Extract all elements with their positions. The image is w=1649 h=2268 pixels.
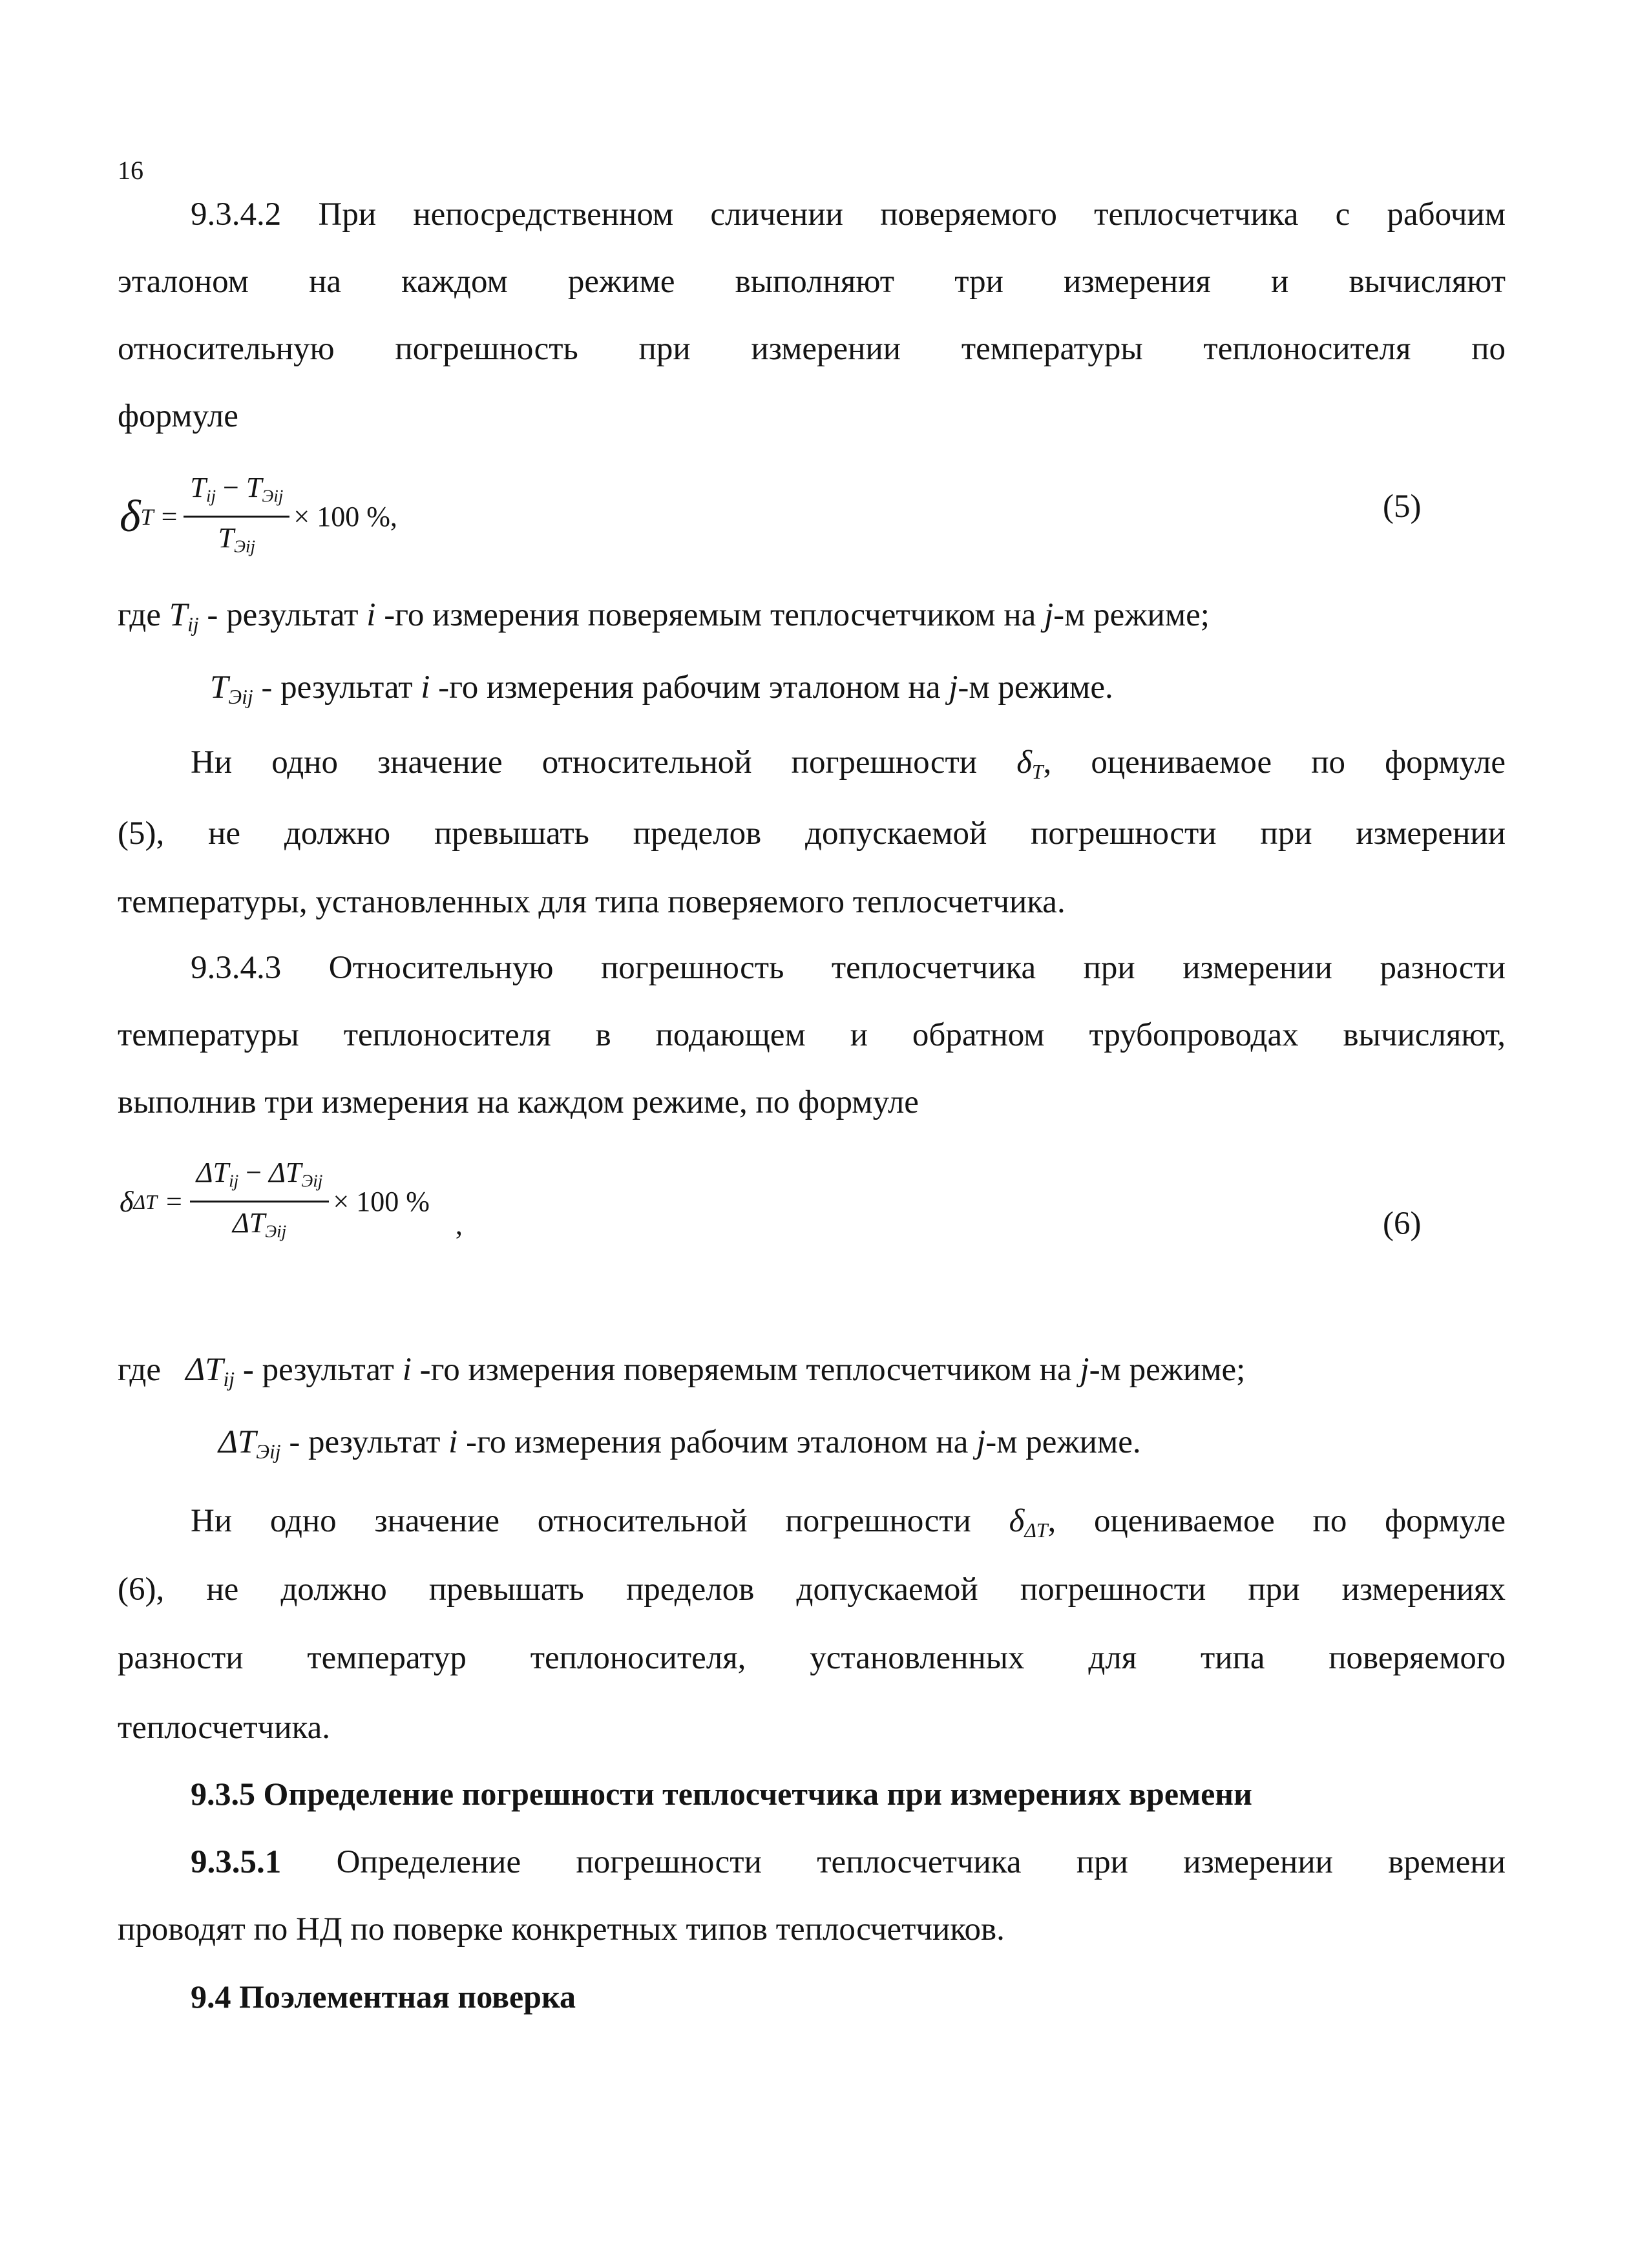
formula-equals: = <box>165 1186 182 1217</box>
fraction-numerator: $T_{ij} - T_{Эij}$ <box>184 470 289 518</box>
formula-subscript: ΔT <box>133 1190 157 1213</box>
paragraph-line: 9.3.4.3 Относительную погрешность теплосчетчика при измерении разности <box>191 950 1506 986</box>
formula-explanation: $T_{Эij}$ - результат i -го измерения рабочим эталоном на j-м режиме. <box>210 669 1113 708</box>
paragraph-line: проводят по НД по поверке конкретных типов теплосчетчиков. <box>118 1911 1005 1948</box>
formula-6 <box>120 1144 463 1260</box>
formula-explanation: $\Delta T_{Эij}$ - результат i -го измерения рабочим эталоном на j-м режиме. <box>218 1424 1141 1463</box>
formula-fraction <box>190 1155 330 1249</box>
formula-5 <box>120 452 397 582</box>
page-number: 16 <box>118 156 143 185</box>
fraction-numerator: $\Delta T_{ij} - \Delta T_{Эij}$ <box>190 1155 330 1202</box>
fraction-denominator: $\Delta T_{Эij}$ <box>232 1206 287 1241</box>
formula-factor: × 100 %, <box>293 501 397 532</box>
paragraph-line: выполнив три измерения на каждом режиме, по формуле <box>118 1084 919 1120</box>
paragraph-line: разности температур теплоносителя, установленных для типа поверяемого <box>118 1640 1506 1676</box>
formula-explanation: где $T_{ij}$ - результат i -го измерения поверяемым теплосчетчиком на j-м режиме; <box>118 597 1210 636</box>
paragraph-line: Ни одно значение относительной погрешности $\delta_T$, оцениваемое по формуле <box>191 744 1506 783</box>
section-heading: 9.3.5 Определение погрешности теплосчетчика при измерениях времени <box>191 1776 1252 1812</box>
paragraph-line: 9.3.5.1 Определение погрешности теплосчетчика при измерении времени <box>191 1844 1506 1880</box>
formula-fraction <box>184 470 289 564</box>
formula-comma: , <box>455 1209 463 1241</box>
paragraph-line: температуры теплоносителя в подающем и обратном трубопроводах вычисляют, <box>118 1017 1506 1053</box>
equation-number: (5) <box>1383 488 1422 525</box>
paragraph-line: Ни одно значение относительной погрешности $\delta_{\Delta T}$, оцениваемое по формуле <box>191 1503 1506 1542</box>
formula-factor: × 100 % <box>333 1186 430 1217</box>
paragraph-line: эталоном на каждом режиме выполняют три измерения и вычисляют <box>118 264 1506 300</box>
equation-number: (6) <box>1383 1206 1422 1242</box>
fraction-denominator: $T_{Эij}$ <box>218 521 256 556</box>
paragraph-line: 9.3.4.2 При непосредственном сличении поверяемого теплосчетчика с рабочим <box>191 196 1506 233</box>
section-heading: 9.4 Поэлементная поверка <box>191 1979 576 2015</box>
paragraph-line: (6), не должно превышать пределов допускаемой погрешности при измерениях <box>118 1571 1506 1608</box>
paragraph-line: температуры, установленных для типа поверяемого теплосчетчика. <box>118 884 1066 920</box>
formula-subscript: T <box>140 504 154 530</box>
formula-explanation: где $\Delta T_{ij}$ - результат i -го измерения поверяемым теплосчетчиком на j-м режиме; <box>118 1352 1246 1391</box>
paragraph-line: (5), не должно превышать пределов допускаемой погрешности при измерении <box>118 815 1506 852</box>
paragraph-line: относительную погрешность при измерении температуры теплоносителя по <box>118 331 1506 367</box>
formula-symbol: δ <box>120 492 141 541</box>
formula-symbol: δ <box>120 1185 134 1218</box>
paragraph-line: формуле <box>118 398 238 434</box>
paragraph-line: теплосчетчика. <box>118 1710 330 1746</box>
formula-equals: = <box>161 501 178 532</box>
